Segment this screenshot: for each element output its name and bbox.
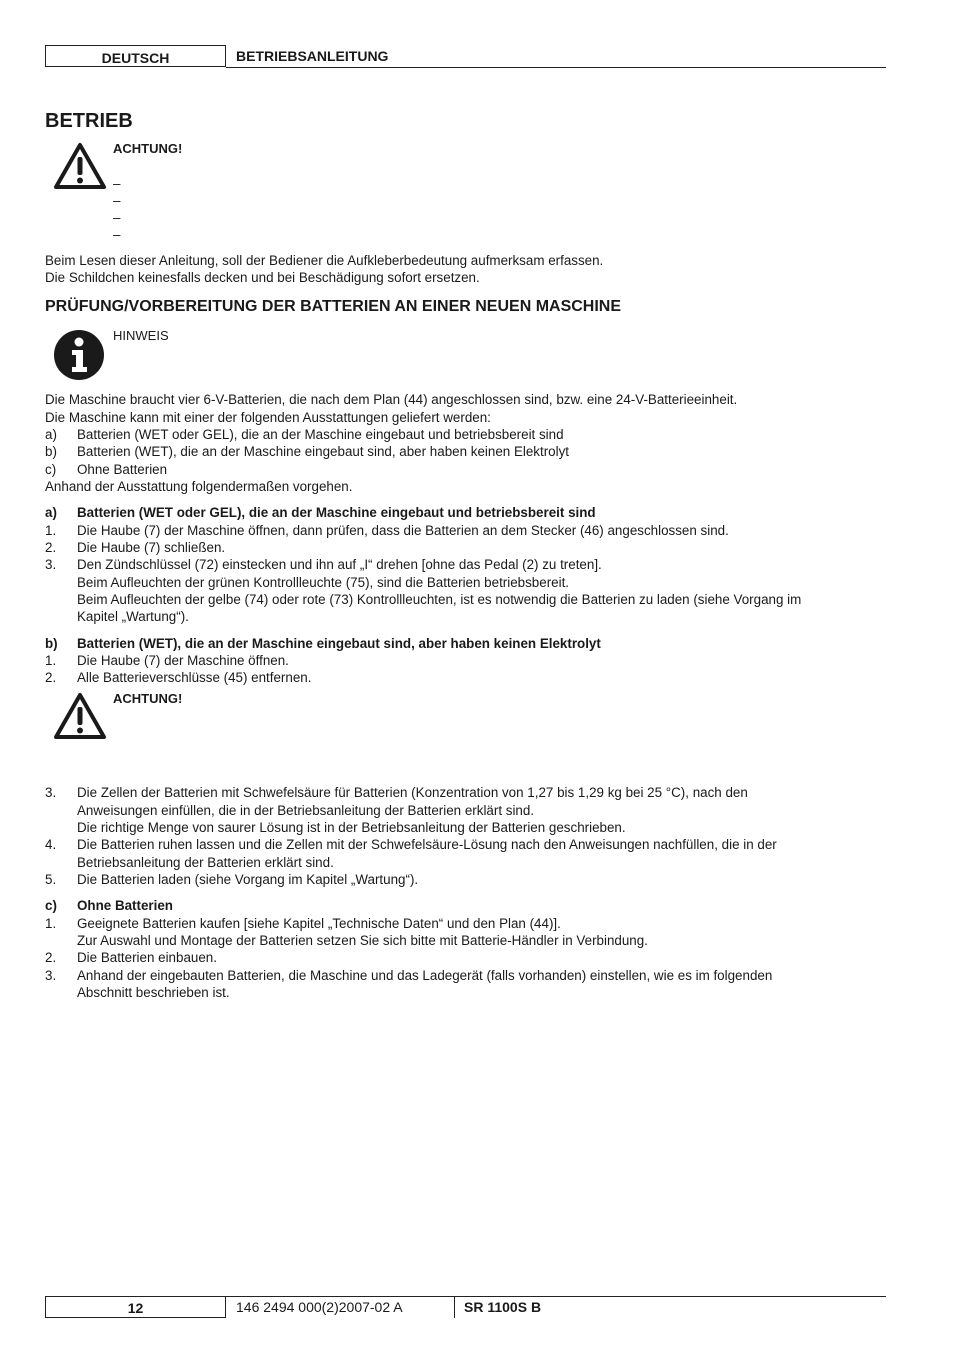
step-text: Die Haube (7) der Maschine öffnen. — [77, 653, 289, 668]
page-title: BETRIEB — [45, 110, 133, 132]
step-text: Die Haube (7) schließen. — [77, 540, 226, 555]
step-text: Beim Aufleuchten der grünen Kontrollleuchte (75), sind die Batterien betriebsbereit. — [77, 575, 570, 590]
step-number: 2. — [45, 670, 57, 685]
step-number: 2. — [45, 950, 57, 965]
step-text: Die Batterien ruhen lassen und die Zellen mit der Schwefelsäure-Lösung nach den Anweisungen nachfüllen, die in der — [77, 837, 777, 852]
step-text: Die Haube (7) der Maschine öffnen, dann prüfen, dass die Batterien an dem Stecker (46) angeschlossen sind. — [77, 523, 729, 538]
option-marker: c) — [45, 462, 57, 477]
warning-dash: – — [113, 193, 121, 208]
body-paragraph: Anhand der Ausstattung folgendermaßen vorgehen. — [45, 479, 353, 494]
step-number: 1. — [45, 523, 57, 538]
warning-triangle-icon — [53, 692, 107, 740]
step-text: Die richtige Menge von saurer Lösung ist in der Betriebsanleitung der Batterien geschrieben. — [77, 820, 626, 835]
step-number: 2. — [45, 540, 57, 555]
step-text: Den Zündschlüssel (72) einstecken und ihn auf „I“ drehen [ohne das Pedal (2) zu treten]. — [77, 557, 602, 572]
subsection-marker: a) — [45, 505, 57, 520]
page-number: 12 — [127, 1300, 144, 1316]
note-label: HINWEIS — [113, 328, 169, 343]
step-number: 3. — [45, 968, 57, 983]
body-paragraph: Die Maschine kann mit einer der folgenden Ausstattungen geliefert werden: — [45, 410, 491, 425]
warning-label: ACHTUNG! — [113, 141, 183, 156]
step-number: 4. — [45, 837, 57, 852]
subsection-title: Batterien (WET), die an der Maschine eingebaut sind, aber haben keinen Elektrolyt — [77, 636, 601, 651]
option-marker: b) — [45, 444, 57, 459]
option-marker: a) — [45, 427, 57, 442]
step-text: Anhand der eingebauten Batterien, die Maschine und das Ladegerät (falls vorhanden) einstellen, wie es im folgenden — [77, 968, 773, 983]
subsection-title: Batterien (WET oder GEL), die an der Maschine eingebaut und betriebsbereit sind — [77, 505, 596, 520]
step-text: Zur Auswahl und Montage der Batterien setzen Sie sich bitte mit Batterie-Händler in Verbindung. — [77, 933, 648, 948]
footer-rule — [226, 1296, 886, 1297]
step-number: 3. — [45, 557, 57, 572]
option-text: Ohne Batterien — [77, 462, 168, 477]
footer-page-box — [45, 1296, 226, 1318]
header-language-box — [45, 45, 226, 67]
intro-line: Die Schildchen keinesfalls decken und bei Beschädigung sofort ersetzen. — [45, 270, 480, 285]
footer-separator — [454, 1296, 455, 1318]
subsection-marker: c) — [45, 898, 57, 913]
subsection-marker: b) — [45, 636, 58, 651]
step-number: 5. — [45, 872, 57, 887]
step-text: Kapitel „Wartung“). — [77, 609, 189, 624]
model-name: SR 1100S B — [464, 1299, 542, 1315]
step-text: Beim Aufleuchten der gelbe (74) oder rote (73) Kontrollleuchten, ist es notwendig die Batterien zu laden (siehe Vorgang im — [77, 592, 802, 607]
step-text: Abschnitt beschrieben ist. — [77, 985, 230, 1000]
warning-triangle-icon — [53, 142, 107, 190]
intro-line: Beim Lesen dieser Anleitung, soll der Bediener die Aufkleberbedeutung aufmerksam erfassen. — [45, 253, 604, 268]
warning-dash: – — [113, 210, 121, 225]
info-icon — [53, 329, 105, 381]
step-number: 1. — [45, 916, 57, 931]
step-text: Geeignete Batterien kaufen [siehe Kapitel „Technische Daten“ und den Plan (44)]. — [77, 916, 561, 931]
step-text: Alle Batterieverschlüsse (45) entfernen. — [77, 670, 312, 685]
header-rule — [226, 67, 886, 68]
option-text: Batterien (WET oder GEL), die an der Maschine eingebaut und betriebsbereit sind — [77, 427, 564, 442]
option-text: Batterien (WET), die an der Maschine eingebaut sind, aber haben keinen Elektrolyt — [77, 444, 570, 459]
body-paragraph: Die Maschine braucht vier 6-V-Batterien, die nach dem Plan (44) angeschlossen sind, bzw. eine 24-V-Batterieeinheit. — [45, 392, 738, 407]
document-number: 146 2494 000(2)2007-02 A — [236, 1299, 403, 1315]
step-number: 1. — [45, 653, 57, 668]
header-title: BETRIEBSANLEITUNG — [236, 48, 389, 64]
step-text: Die Batterien einbauen. — [77, 950, 217, 965]
step-text: Betriebsanleitung der Batterien erklärt sind. — [77, 855, 334, 870]
warning-label: ACHTUNG! — [113, 691, 183, 706]
header-language: DEUTSCH — [101, 50, 170, 66]
subsection-title: Ohne Batterien — [77, 898, 173, 913]
step-number: 3. — [45, 785, 57, 800]
warning-dash: – — [113, 227, 121, 242]
step-text: Anweisungen einfüllen, die in der Betriebsanleitung der Batterien erklärt sind. — [77, 803, 535, 818]
step-text: Die Batterien laden (siehe Vorgang im Kapitel „Wartung“). — [77, 872, 419, 887]
warning-dash: – — [113, 176, 121, 191]
step-text: Die Zellen der Batterien mit Schwefelsäure für Batterien (Konzentration von 1,27 bis 1,29 kg bei 25 °C), nach den — [77, 785, 748, 800]
section-title: PRÜFUNG/VORBEREITUNG DER BATTERIEN AN EINER NEUEN MASCHINE — [45, 298, 622, 315]
